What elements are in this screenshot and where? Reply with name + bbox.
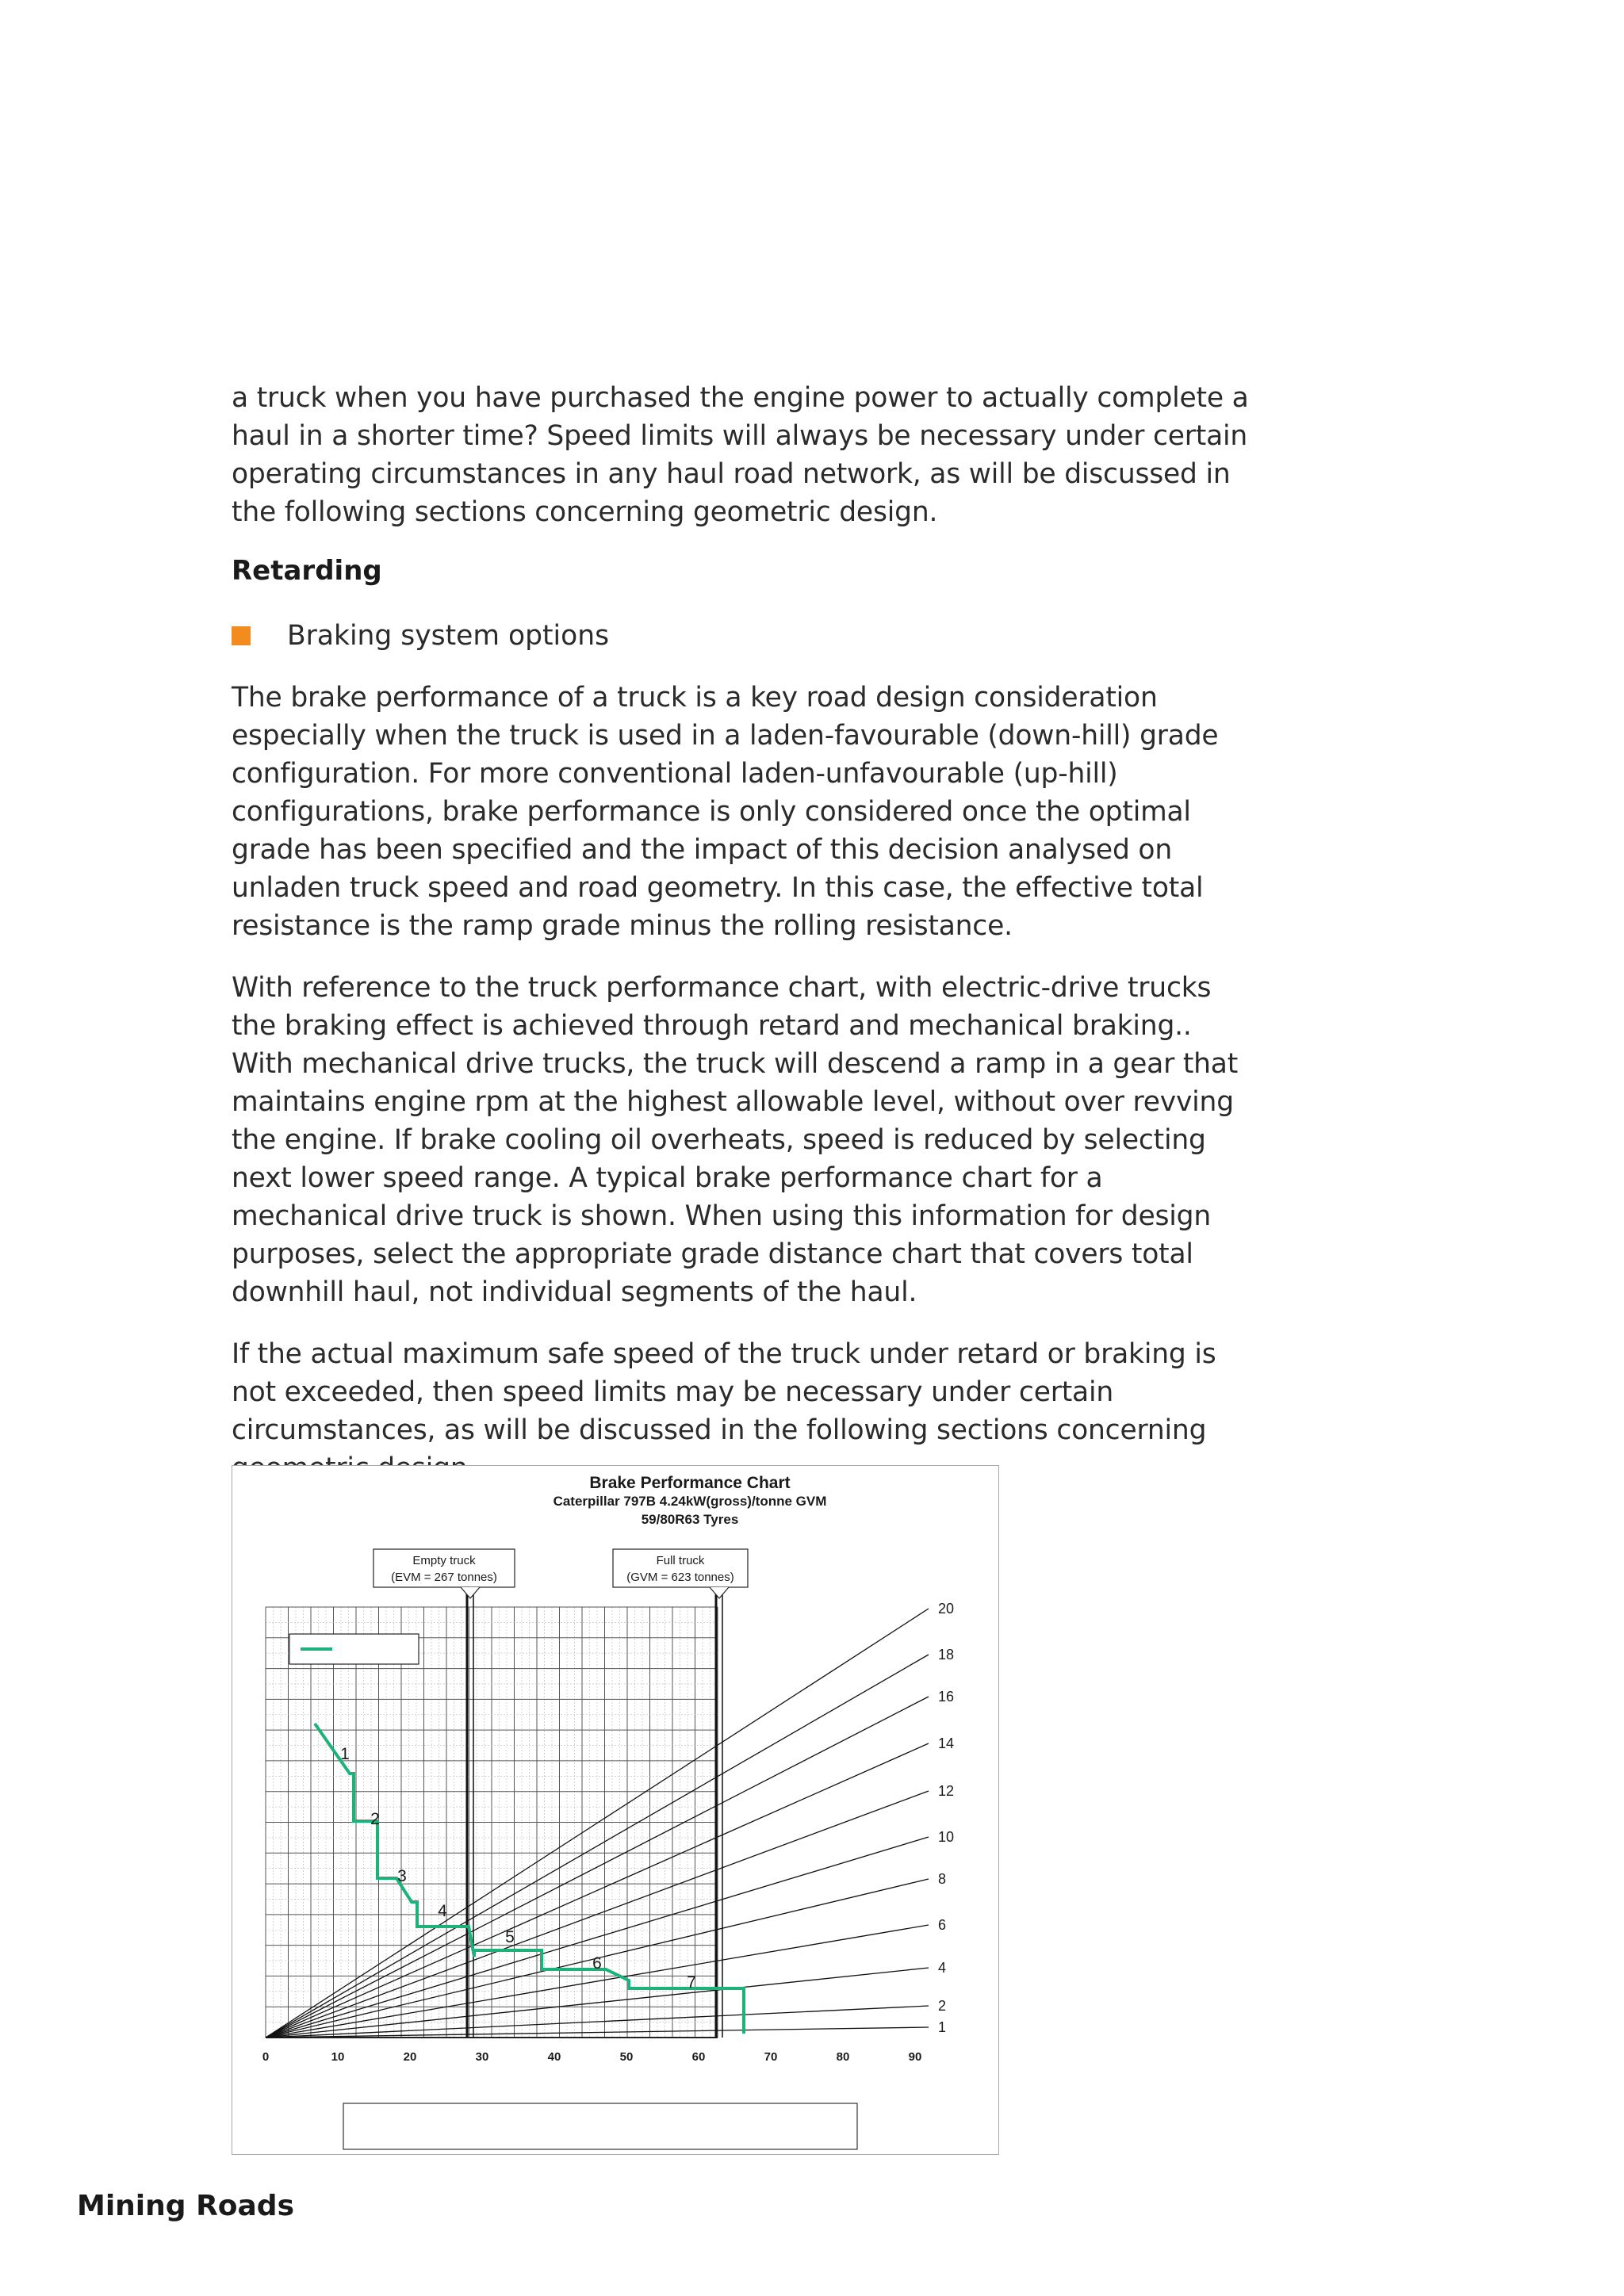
grade-line-label: 6 <box>938 1917 947 1933</box>
x-tick-label: 90 <box>908 2050 922 2064</box>
grade-line-label: 18 <box>938 1647 955 1663</box>
grade-line-label: 8 <box>938 1871 947 1887</box>
footer-title: Mining Roads <box>77 2190 295 2222</box>
x-tick-label: 30 <box>475 2050 489 2064</box>
x-tick-label: 70 <box>764 2050 778 2064</box>
vertical-marker-sublabel: (EVM = 267 tonnes) <box>391 1571 497 1584</box>
grade-line-label: 16 <box>938 1689 955 1705</box>
gear-label: 6 <box>592 1954 602 1973</box>
vertical-marker-pointer <box>710 1587 729 1598</box>
chart-subtitle-2: 59/80R63 Tyres <box>641 1512 739 1527</box>
x-tick-label: 50 <box>619 2050 634 2064</box>
paragraph-3: With reference to the truck performance chart, with electric-drive trucks the braking effect is achieved through retard and mechanical braking.. With mechanical drive trucks, the truck will descend a ramp in a gear that maintains engine rpm at the highest allowable level, without over revving the engine. If brake cooling oil overheats, speed is reduced by selecting next lower speed range. A typical brake performance chart for a mechanical drive truck is shown. When using this information for design purposes, select the appropriate grade distance chart that covers total downhill haul, not individual segments of the haul. <box>232 972 1239 1308</box>
vertical-marker-label: Empty truck <box>412 1554 476 1567</box>
gear-label: 4 <box>438 1902 447 1920</box>
paragraph-4: If the actual maximum safe speed of the truck under retard or braking is not exceeded, then speed limits may be necessary under certain circumstances, as will be discussed in the following sections concerning <box>232 1338 1216 1446</box>
gear-label: 3 <box>397 1867 407 1885</box>
chart-title: Brake Performance Chart <box>589 1474 791 1492</box>
gear-label: 5 <box>505 1928 515 1946</box>
paragraph-1: a truck when you have purchased the engine power to actually complete a haul in a shorter time? Speed limits will always be necessary under certain operating circumstances in any haul road network, as will be discussed in the following sections concerning geometric design. <box>232 382 1249 528</box>
x-tick-label: 80 <box>836 2050 850 2064</box>
vertical-marker-sublabel: (GVM = 623 tonnes) <box>626 1571 734 1584</box>
section-heading: Retarding <box>232 555 382 587</box>
grade-line <box>266 1743 929 2038</box>
grade-line-label: 2 <box>938 1998 947 2014</box>
x-tick-label: 10 <box>331 2050 345 2064</box>
x-tick-label: 40 <box>547 2050 561 2064</box>
bullet-square-icon <box>232 626 251 645</box>
formula-box <box>343 2103 857 2149</box>
x-tick-label: 60 <box>691 2050 706 2064</box>
bullet-item <box>232 618 609 653</box>
paragraph-2: The brake performance of a truck is a key road design consideration especially when the truck is used in a laden-favourable (down-hill) grade configuration. For more conventional laden-unfavourable (up-hill) configurations, brake performance is only considered once the optimal grade has been specified and the impact of this decision analysed on unladen truck speed and road geometry. In this case, the effective total resistance is the ramp grade minus the rolling resistance. <box>232 682 1219 942</box>
chart-subtitle-1: Caterpillar 797B 4.24kW(gross)/tonne GVM <box>553 1494 827 1509</box>
vertical-marker-label: Full truck <box>656 1554 705 1567</box>
chart-canvas <box>232 1466 998 2154</box>
x-tick-label: 20 <box>403 2050 417 2064</box>
grade-line-label: 20 <box>938 1601 955 1617</box>
x-tick-label: 0 <box>262 2050 270 2064</box>
gear-label: 7 <box>687 1973 696 1992</box>
bullet-text: Braking system options <box>287 620 610 652</box>
vertical-marker-pointer <box>461 1587 480 1598</box>
grade-line-label: 14 <box>938 1735 955 1751</box>
grade-line-label: 1 <box>938 2019 947 2035</box>
gear-label: 2 <box>370 1810 380 1828</box>
grade-line-label: 12 <box>938 1783 955 1799</box>
gear-label: 1 <box>340 1745 350 1763</box>
grade-line-label: 4 <box>938 1960 947 1976</box>
brake-performance-chart <box>232 1465 999 2155</box>
grade-line-label: 10 <box>938 1829 955 1845</box>
